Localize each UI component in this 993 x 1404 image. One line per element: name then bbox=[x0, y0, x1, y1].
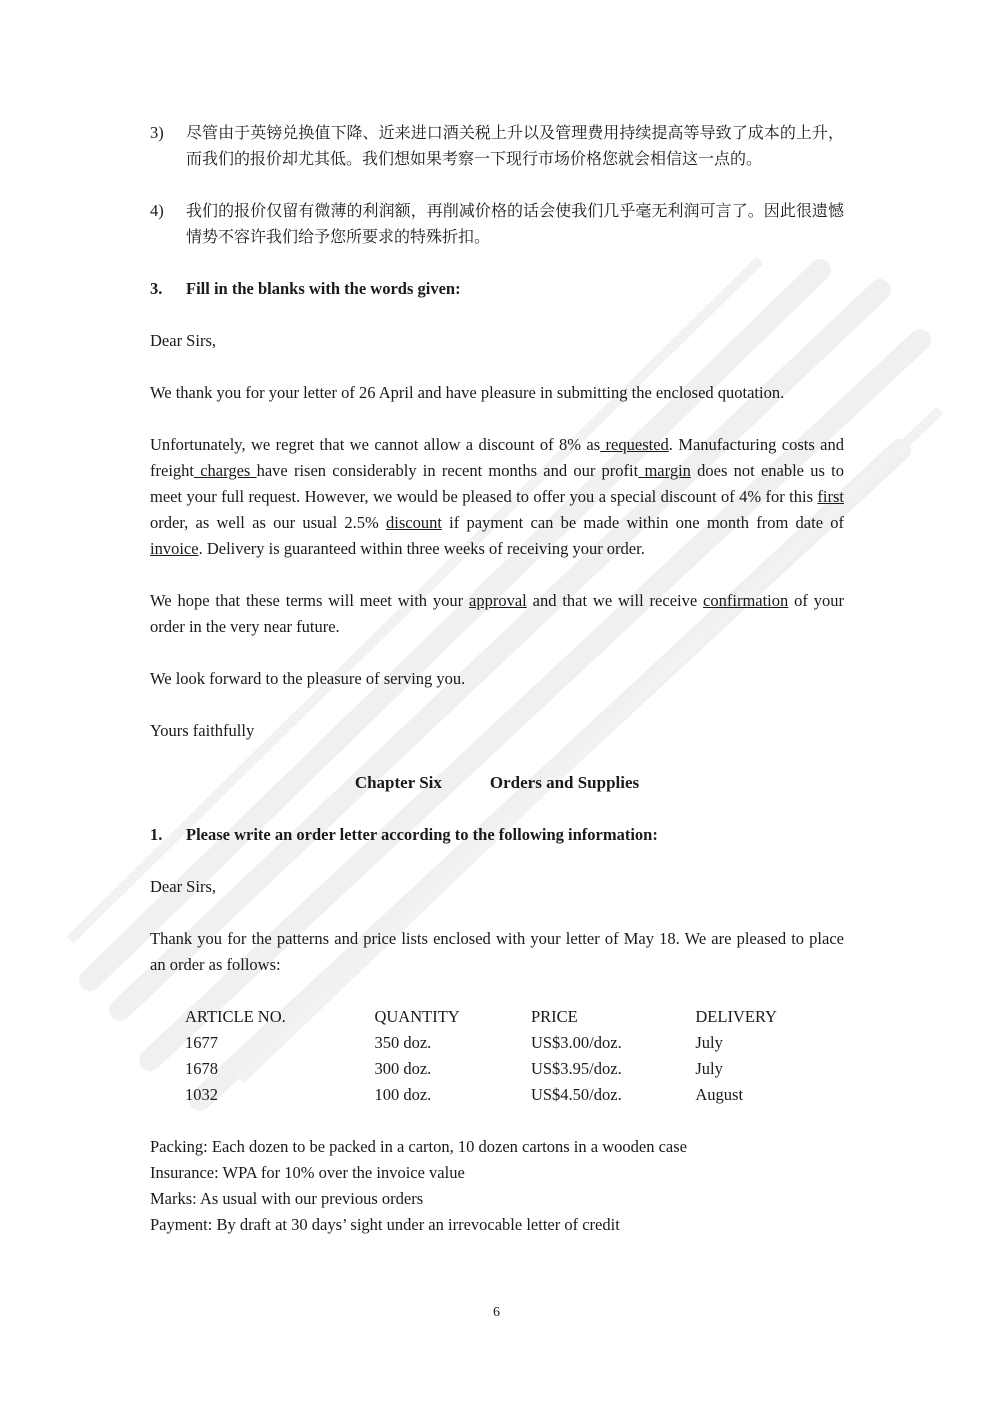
table-row bbox=[185, 1056, 844, 1082]
column-header: DELIVERY bbox=[695, 1007, 777, 1026]
text: and that we will receive bbox=[526, 591, 704, 610]
text: does not enable us to meet your full request. However, we would be pleased to offer you a special discount of 4% for this bbox=[150, 461, 844, 506]
table-cell: US$3.95/doz. bbox=[530, 1059, 622, 1078]
term-line: Packing: Each dozen to be packed in a carton, 10 dozen cartons in a wooden case bbox=[150, 1137, 687, 1156]
blank-answer: discount bbox=[385, 513, 442, 532]
blank-answer: charges bbox=[193, 461, 257, 480]
text: of your order in the very near future. bbox=[150, 591, 844, 636]
blank-answer: requested bbox=[600, 435, 669, 454]
item-number: 3) bbox=[150, 123, 164, 142]
table-cell: August bbox=[695, 1085, 744, 1104]
table-header-row bbox=[185, 1004, 844, 1030]
text: if payment can be made within one month from date of bbox=[441, 513, 844, 532]
blank-answer: first bbox=[817, 487, 844, 506]
text: order, as well as our usual 2.5% bbox=[150, 513, 386, 532]
column-header: PRICE bbox=[530, 1007, 578, 1026]
list-item bbox=[150, 198, 844, 250]
chapter-number: Chapter Six bbox=[354, 773, 442, 792]
letter-paragraph bbox=[150, 588, 844, 640]
exercise-heading bbox=[150, 822, 844, 848]
term-line: Marks: As usual with our previous orders bbox=[150, 1189, 424, 1208]
item-text: 尽管由于英镑兑换值下降、近来进口酒关税上升以及管理费用持续提高等导致了成本的上升，而我们的报价却尤其低。我们想如果考察一下现行市场价格您就会相信这一点的。 bbox=[186, 123, 844, 168]
term-line: Insurance: WPA for 10% over the invoice value bbox=[150, 1163, 465, 1182]
table-row bbox=[185, 1030, 844, 1056]
order-table bbox=[185, 1004, 844, 1108]
letter-paragraph: We look forward to the pleasure of serving you. bbox=[150, 669, 466, 688]
text: Unfortunately, we regret that we cannot allow a discount of 8% as bbox=[150, 435, 601, 454]
item-number: 4) bbox=[150, 201, 164, 220]
order-terms bbox=[150, 1134, 844, 1238]
table-cell: July bbox=[695, 1033, 723, 1052]
table-cell: US$3.00/doz. bbox=[530, 1033, 622, 1052]
exercise-title: Fill in the blanks with the words given: bbox=[186, 279, 461, 298]
column-header: ARTICLE NO. bbox=[185, 1007, 286, 1026]
blank-answer: confirmation bbox=[703, 591, 789, 610]
letter-paragraph: Thank you for the patterns and price lists enclosed with your letter of May 18. We are pleased to place an order as follows: bbox=[150, 929, 844, 974]
text: have risen considerably in recent months and our profit bbox=[256, 461, 639, 480]
text: . Manufacturing costs and freight bbox=[150, 435, 844, 480]
page-content bbox=[150, 120, 844, 1238]
exercise-heading bbox=[150, 276, 844, 302]
text: We hope that these terms will meet with your bbox=[150, 591, 470, 610]
table-cell: 350 doz. bbox=[374, 1033, 432, 1052]
table-cell: US$4.50/doz. bbox=[530, 1085, 622, 1104]
table-cell: 1678 bbox=[185, 1059, 218, 1078]
text: . Delivery is guaranteed within three weeks of receiving your order. bbox=[198, 539, 645, 558]
table-row bbox=[185, 1082, 844, 1108]
table-cell: 300 doz. bbox=[374, 1059, 432, 1078]
exercise-title: Please write an order letter according to the following information: bbox=[186, 825, 658, 844]
letter-paragraph bbox=[150, 432, 844, 562]
list-item bbox=[150, 120, 844, 172]
page-number: 6 bbox=[493, 1305, 500, 1320]
table-cell: 1677 bbox=[185, 1033, 218, 1052]
closing: Yours faithfully bbox=[150, 721, 255, 740]
salutation: Dear Sirs, bbox=[150, 331, 216, 350]
exercise-number: 3. bbox=[150, 279, 163, 298]
letter-paragraph: We thank you for your letter of 26 April and have pleasure in submitting the enclosed quotation. bbox=[150, 383, 785, 402]
table-cell: 1032 bbox=[185, 1085, 218, 1104]
table-cell: 100 doz. bbox=[374, 1085, 432, 1104]
term-line: Payment: By draft at 30 days’ sight under an irrevocable letter of credit bbox=[150, 1215, 620, 1234]
salutation: Dear Sirs, bbox=[150, 877, 216, 896]
blank-answer: margin bbox=[638, 461, 691, 480]
chapter-title bbox=[150, 770, 844, 796]
column-header: QUANTITY bbox=[374, 1007, 460, 1026]
exercise-number: 1. bbox=[150, 825, 163, 844]
item-text: 我们的报价仅留有微薄的利润额，再削减价格的话会使我们几乎毫无利润可言了。因此很遗憾情势不容许我们给予您所要求的特殊折扣。 bbox=[186, 201, 844, 246]
blank-answer: approval bbox=[469, 591, 527, 610]
blank-answer: invoice bbox=[150, 539, 199, 558]
table-cell: July bbox=[695, 1059, 723, 1078]
chapter-name: Orders and Supplies bbox=[489, 773, 640, 792]
